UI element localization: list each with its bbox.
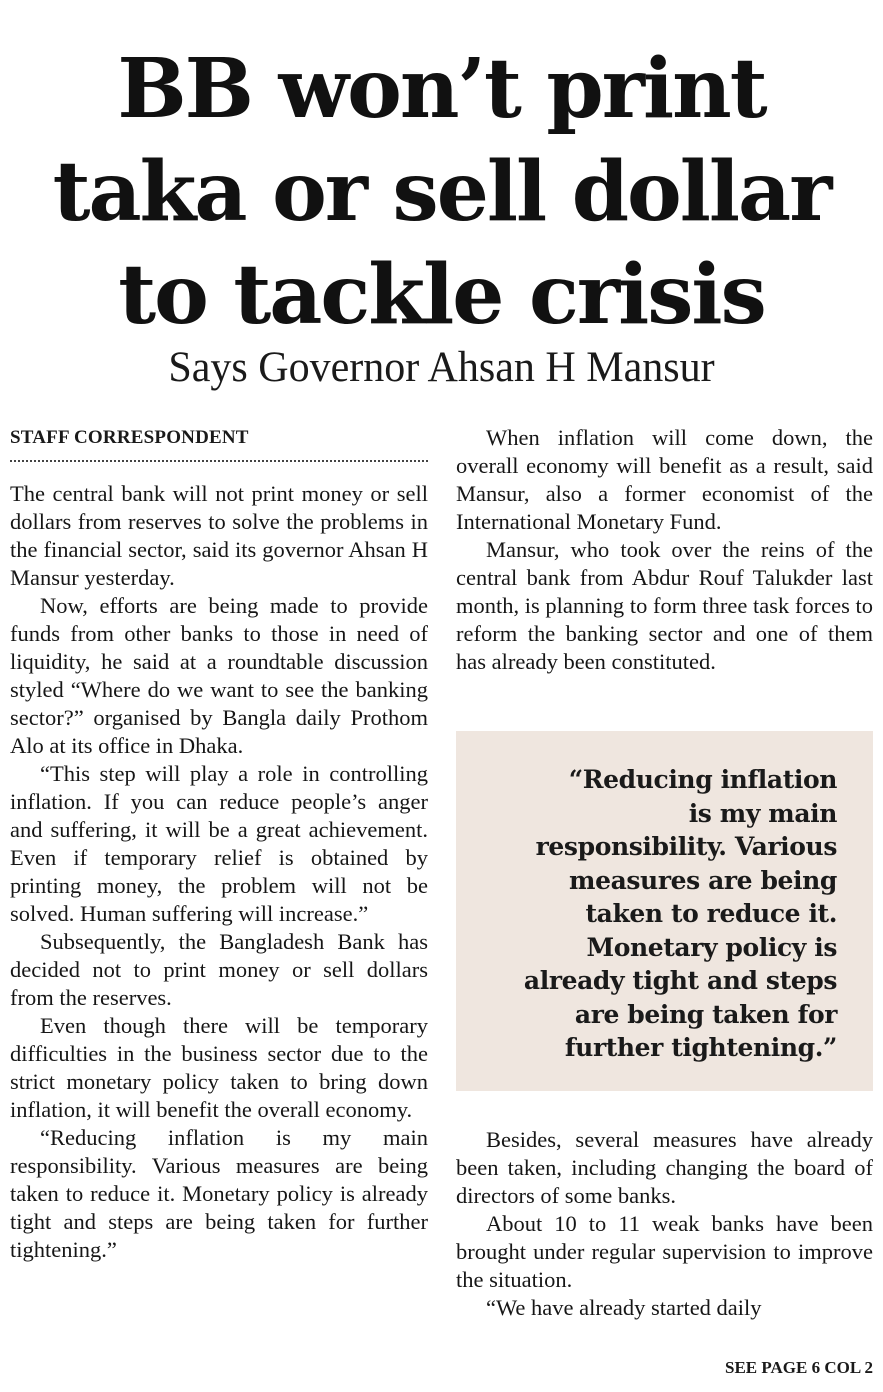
article-column-right-bottom — [456, 1126, 873, 1322]
pull-quote-line: already tight and steps — [523, 966, 837, 995]
article-paragraph: “This step will play a role in controlling inflation. If you can reduce people’s anger and suffering, it will be a great achievement. Even if temporary relief is obtained by printing money, the problem will not be solved. Human suffering will increase.” — [10, 761, 428, 926]
pull-quote-line: taken to reduce it. — [585, 899, 837, 928]
headline — [0, 38, 883, 347]
article-paragraph: Subsequently, the Bangladesh Bank has decided not to print money or sell dollars from the reserves. — [10, 929, 428, 1010]
pull-quote-line: measures are being — [569, 865, 837, 895]
pull-quote-line: responsibility. Various — [535, 832, 837, 861]
pull-quote-line: “Reducing inflation — [568, 765, 837, 794]
article-column-left — [10, 480, 428, 1264]
pull-quote-line: Monetary policy is — [586, 932, 837, 962]
headline-line: BB won’t print — [117, 41, 766, 137]
article-paragraph: About 10 to 11 weak banks have been brought under regular supervision to improve the situation. — [456, 1211, 873, 1292]
continuation-jump-line: SEE PAGE 6 COL 2 — [725, 1358, 873, 1377]
headline-line: taka or sell dollar — [52, 144, 831, 240]
byline-divider — [10, 460, 428, 462]
article-paragraph: Now, efforts are being made to provide funds from other banks to those in need of liquidity, he said at a roundtable discussion styled “Where do we want to see the banking sector?” organised by Bangla daily Prothom Alo at its office in Dhaka. — [10, 593, 428, 758]
subheadline: Says Governor Ahsan H Mansur — [168, 344, 715, 391]
article-column-right-top — [456, 424, 873, 676]
article-paragraph: “We have already started daily — [486, 1295, 762, 1320]
article-paragraph: Even though there will be temporary difficulties in the business sector due to the strict monetary policy taken to bring down inflation, it will benefit the overall economy. — [10, 1013, 428, 1122]
pull-quote-line: is my main — [688, 798, 837, 828]
headline-line: to tackle crisis — [118, 247, 765, 343]
article-paragraph: When inflation will come down, the overall economy will benefit as a result, said Mansur, also a former economist of the International Monetary Fund. — [456, 425, 873, 534]
pull-quote-line: are being taken for — [574, 999, 837, 1029]
article-paragraph: The central bank will not print money or sell dollars from reserves to solve the problems in the financial sector, said its governor Ahsan H Mansur yesterday. — [10, 481, 428, 590]
article-paragraph: Mansur, who took over the reins of the central bank from Abdur Rouf Talukder last month, is planning to form three task forces to reform the banking sector and one of them has already been constituted. — [456, 537, 873, 674]
pull-quote-line: further tightening.” — [564, 1033, 837, 1062]
byline: STAFF CORRESPONDENT — [10, 427, 249, 448]
article-paragraph: “Reducing inflation is my main responsibility. Various measures are being taken to reduce it. Monetary policy is already tight and steps are being taken for further tightening.” — [10, 1125, 428, 1262]
article-paragraph: Besides, several measures have already been taken, including changing the board of directors of some banks. — [456, 1127, 873, 1208]
pull-quote-box — [456, 731, 873, 1091]
pull-quote — [477, 763, 837, 1065]
